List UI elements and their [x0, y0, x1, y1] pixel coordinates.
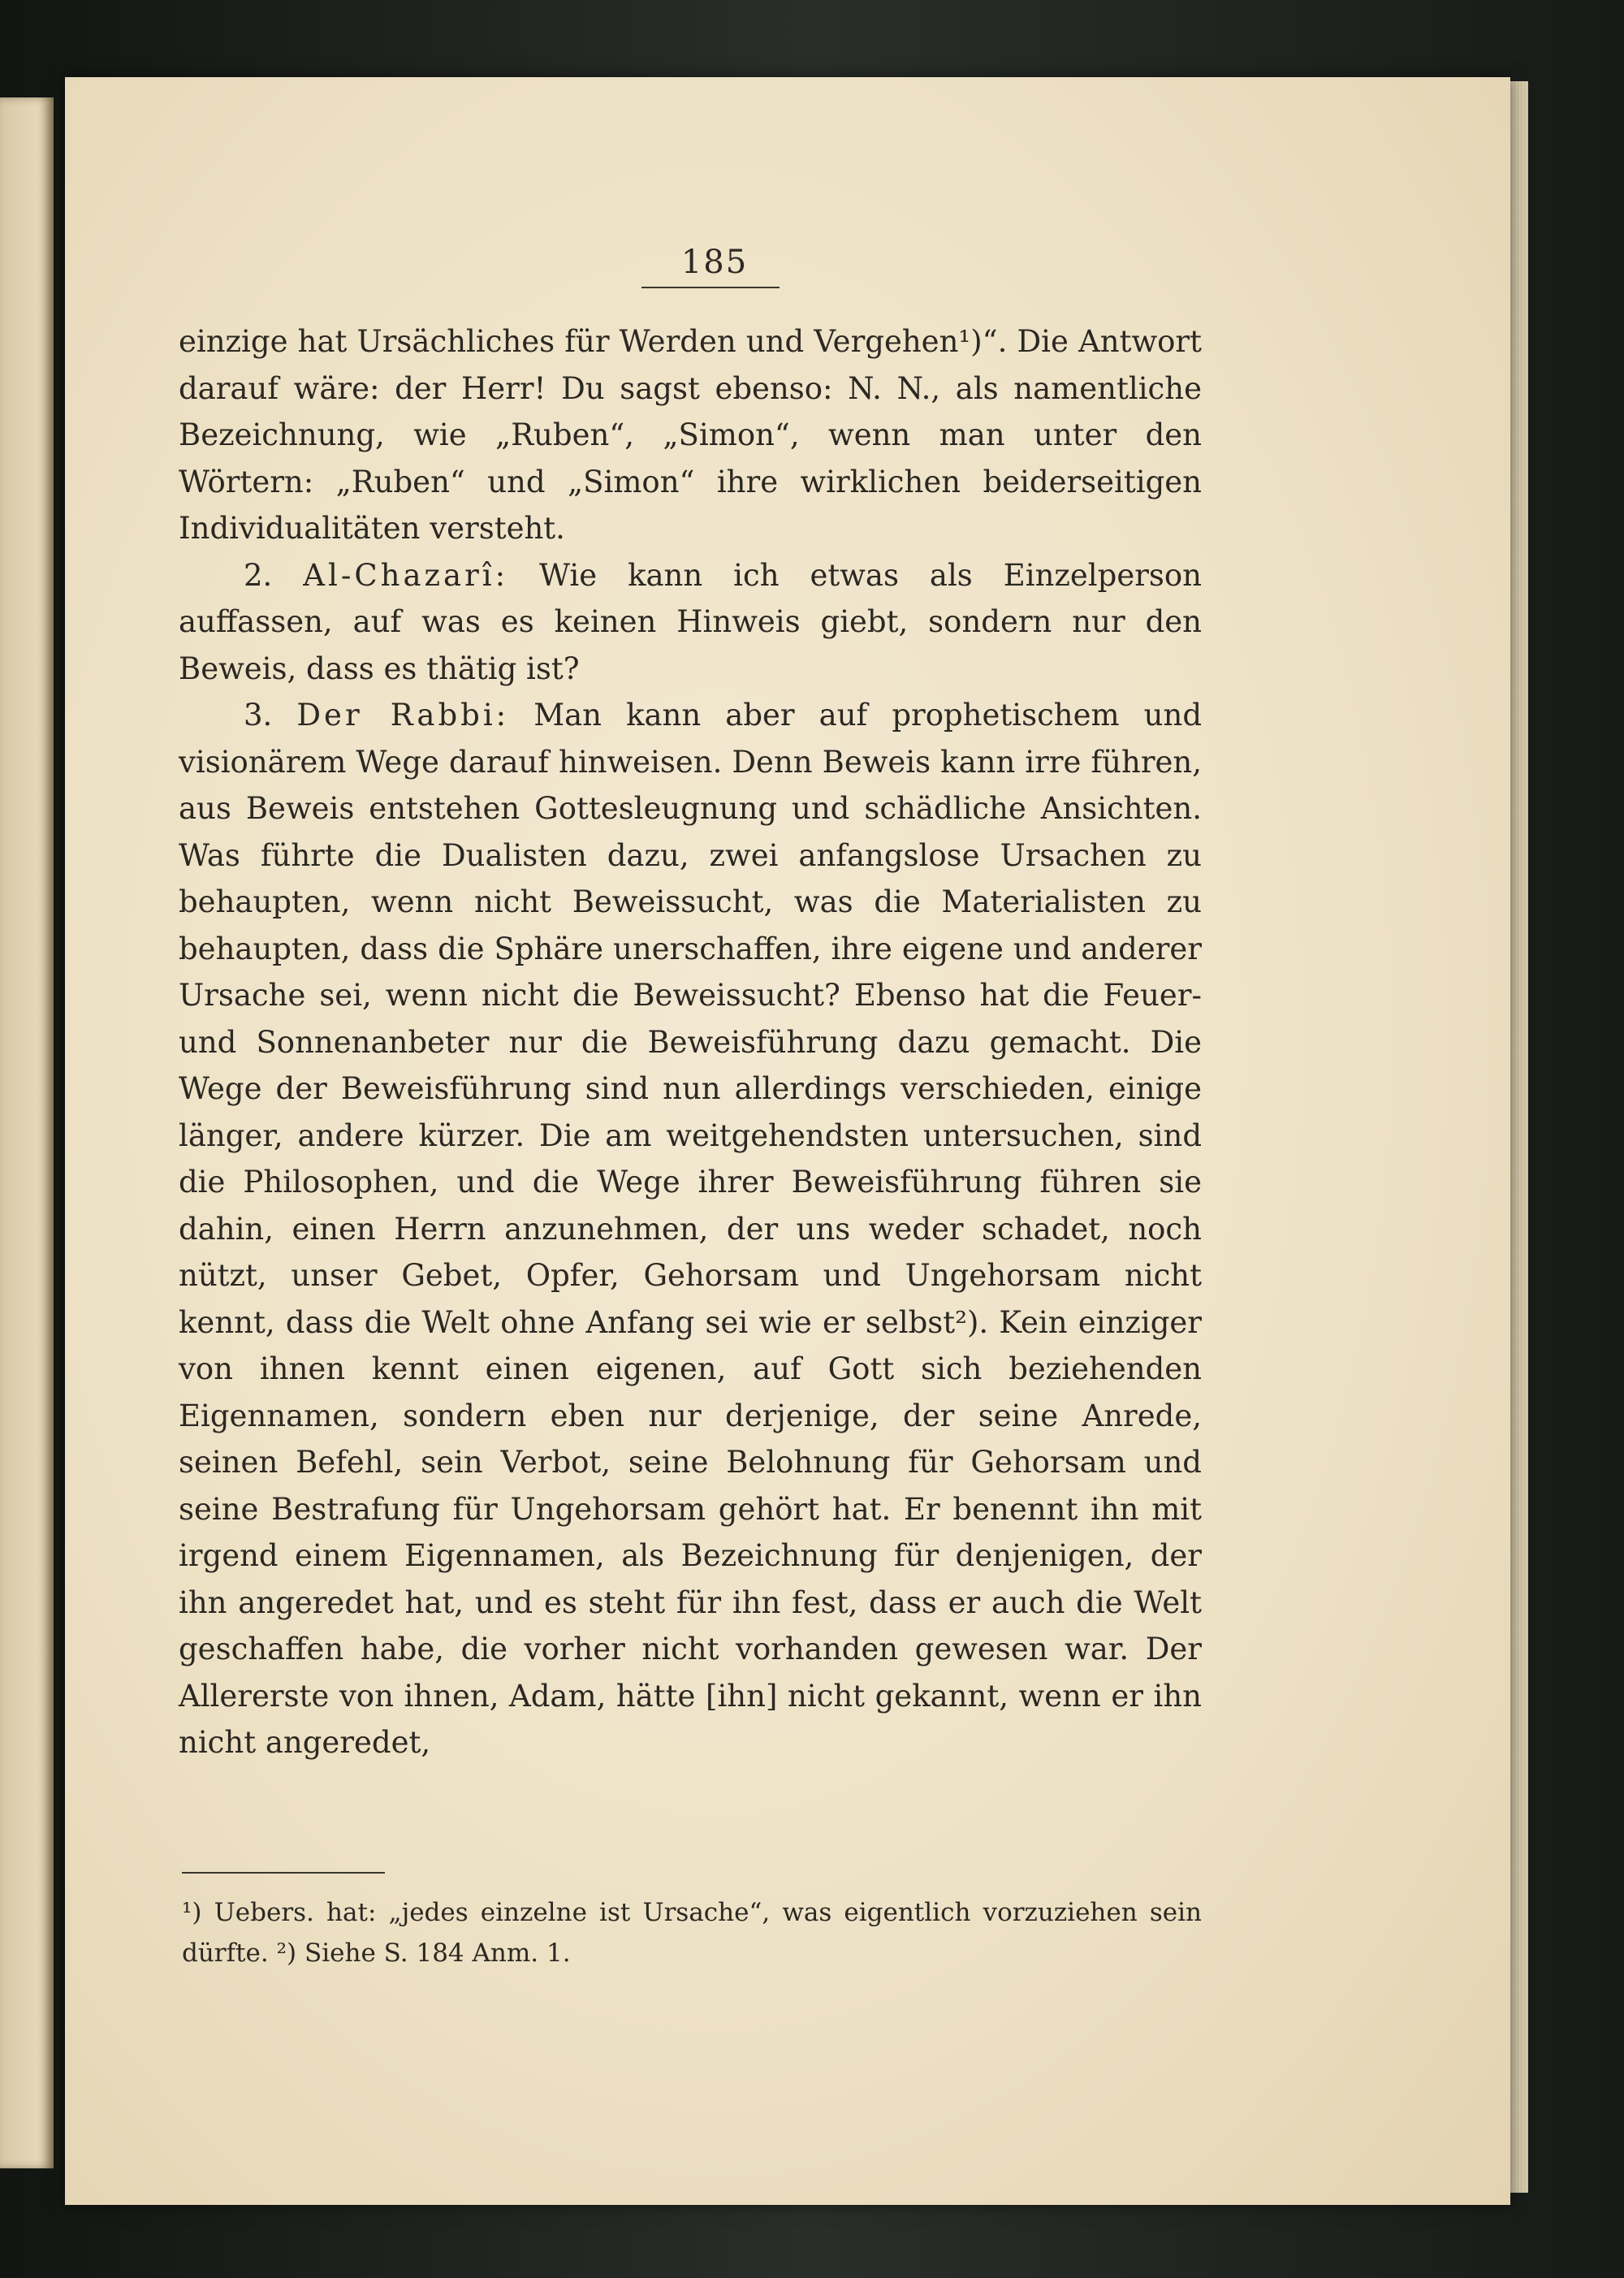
body-text: [179, 318, 1202, 1766]
footnote-rule: [182, 1872, 385, 1874]
footnotes: [182, 1892, 1202, 1973]
paragraph-3-speaker: Der Rabbi:: [296, 698, 510, 733]
footnote-text: ¹) Uebers. hat: „jedes einzelne ist Ursache“, was eigentlich vorzuziehen sein dürfte. ²) Siehe S. 184 Anm. 1.: [182, 1898, 1202, 1968]
page-stack-edge: [1510, 81, 1528, 2193]
paragraph-3-number: 3.: [244, 698, 273, 733]
header-rule: [641, 287, 780, 288]
paragraph-1: einzige hat Ursächliches für Werden und Vergehen¹)“. Die Antwort darauf wäre: der Herr! Du sagst ebenso: N. N., als namentliche Bezeichnung, wie „Ruben“, „Simon“, wenn man unter den Wörtern: „Ruben“ und „Simon“ ihre wirklichen beiderseitigen Individualitäten versteht.: [179, 324, 1202, 546]
paragraph-2-text: Wie kann ich etwas als Einzelperson auffassen, auf was es keinen Hinweis giebt, sondern nur den Beweis, dass es thätig ist?: [179, 557, 1203, 686]
paragraph-2-number: 2.: [244, 557, 273, 593]
page-number: 185: [680, 244, 749, 281]
paragraph-3: [179, 692, 1202, 1766]
paragraph-3-text: Man kann aber auf prophetischem und visionärem Wege darauf hinweisen. Denn Beweis kann irre führen, aus Beweis entstehen Gottesleugnung und schädliche Ansichten. Was führte die Dualisten dazu, zwei anfangslose Ursachen zu behaupten, wenn nicht Beweissucht, was die Materialisten zu behaupten, dass die Sphäre unerschaffen, ihre eigene und anderer Ursache sei, wenn nicht die Beweissucht? Ebenso hat die Feuer- und Sonnenanbeter nur die Beweisführung dazu gemacht. Die Wege der Beweisführung sind nun allerdings verschieden, einige länger, andere kürzer. Die am weitgehendsten untersuchen, sind die Philosophen, und die Wege ihrer Beweisführung führen sie dahin, einen Herrn anzunehmen, der uns weder schadet, noch nützt, unser Gebet, Opfer, Gehorsam und Ungehorsam nicht kennt, dass die Welt ohne Anfang sei wie er selbst²). Kein einziger von ihnen kennt einen eigenen, auf Gott sich beziehenden Eigennamen, sondern eben nur derjenige, der seine Anrede, seinen Befehl, sein Verbot, seine Belohnung für Gehorsam und seine Bestrafung für Ungehorsam gehört hat. Er benennt ihn mit irgend einem Eigennamen, als Bezeichnung für denjenigen, der ihn angeredet hat, und es steht für ihn fest, dass er auch die Welt geschaffen habe, die vorher nicht vorhanden gewesen war. Der Allererste von ihnen, Adam, hätte [ihn] nicht gekannt, wenn er ihn nicht angeredet,: [179, 698, 1203, 1760]
paragraph-2: [179, 552, 1202, 693]
previous-page-edge: [0, 97, 54, 2168]
paragraph-2-speaker: Al-Chazarî:: [303, 557, 509, 593]
